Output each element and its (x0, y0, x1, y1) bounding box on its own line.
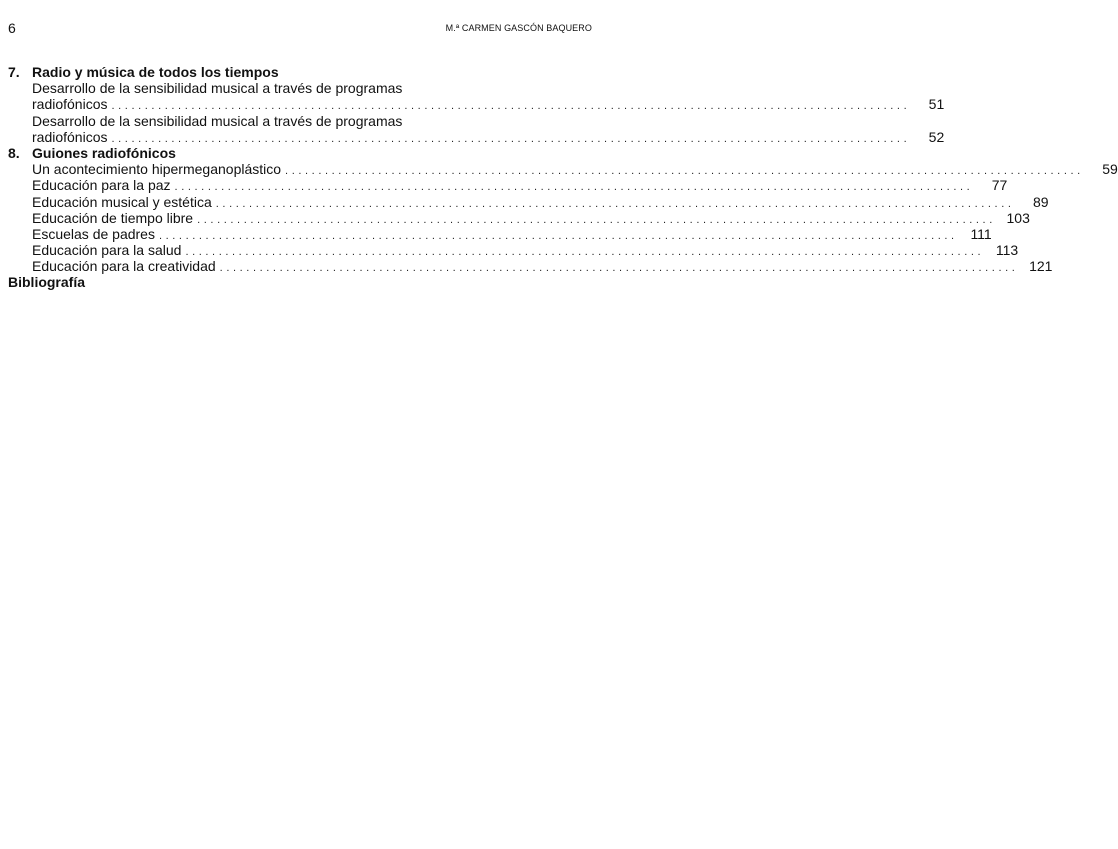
toc-entry (8, 209, 1030, 226)
dot-leader: ........................................................................................................................ (285, 165, 1084, 178)
toc-entry-title: Educación musical y estética (32, 193, 212, 210)
dot-leader: ........................................................................................................................ (197, 213, 996, 226)
toc-entry-title: Desarrollo de la sensibilidad musical a través de programas (32, 112, 403, 129)
toc-entry (8, 96, 945, 113)
toc-bibliography-heading (8, 274, 580, 290)
toc-section-heading (8, 64, 580, 80)
dot-leader: ........................................................................................................................ (185, 246, 985, 259)
toc-entry-page: 52 (928, 128, 945, 145)
dot-leader: ........................................................................................................................ (158, 229, 958, 242)
toc-entry-page: 113 (995, 242, 1019, 259)
toc-entry-title: Educación para la salud (32, 242, 182, 259)
toc-entry-page: 121 (1029, 258, 1053, 275)
table-of-contents (8, 64, 1118, 291)
toc-entry-title: Educación de tiempo libre (32, 209, 194, 226)
section-number: 7. (8, 64, 20, 80)
toc-entry (8, 177, 1008, 194)
toc-entry (8, 128, 945, 145)
toc-entry-line (8, 80, 580, 96)
toc-entry-line (8, 113, 580, 129)
page-number: 6 (8, 20, 16, 36)
toc-entry-page: 89 (1032, 193, 1049, 210)
page-header (8, 20, 592, 38)
section-title: Guiones radiofónicos (32, 144, 176, 161)
toc-entry-title: Un acontecimiento hipermeganoplástico (32, 161, 282, 178)
toc-entry-page: 51 (928, 96, 945, 113)
toc-entry-page: 111 (970, 225, 992, 242)
toc-entry (8, 193, 1049, 210)
toc-entry-title: radiofónicos (32, 128, 108, 145)
dot-leader: ........................................................................................................................ (215, 197, 1015, 210)
toc-entry-title: Educación para la creatividad (32, 258, 216, 275)
toc-entry-title: radiofónicos (32, 96, 108, 113)
section-title: Radio y música de todos los tiempos (32, 64, 279, 80)
toc-entry (8, 225, 992, 242)
running-head: M.ª CARMEN GASCÓN BAQUERO (445, 23, 592, 33)
bibliography-title: Bibliografía (8, 274, 86, 291)
toc-entry-title: Educación para la paz (32, 177, 171, 194)
section-number: 8. (8, 144, 20, 161)
toc-entry-page: 59 (1102, 161, 1118, 178)
toc-entry (8, 242, 1019, 259)
toc-entry-page: 103 (1006, 209, 1030, 226)
toc-entry-title: Desarrollo de la sensibilidad musical a través de programas (32, 80, 403, 97)
toc-section-heading (8, 145, 580, 161)
toc-entry (8, 161, 1118, 178)
dot-leader: ........................................................................................................................ (111, 100, 911, 113)
toc-entry-page: 77 (991, 177, 1008, 194)
toc-entry-title: Escuelas de padres (32, 225, 155, 242)
toc-entry (8, 258, 1053, 275)
dot-leader: ........................................................................................................................ (219, 262, 1019, 275)
dot-leader: ........................................................................................................................ (174, 181, 974, 194)
dot-leader: ........................................................................................................................ (111, 132, 911, 145)
